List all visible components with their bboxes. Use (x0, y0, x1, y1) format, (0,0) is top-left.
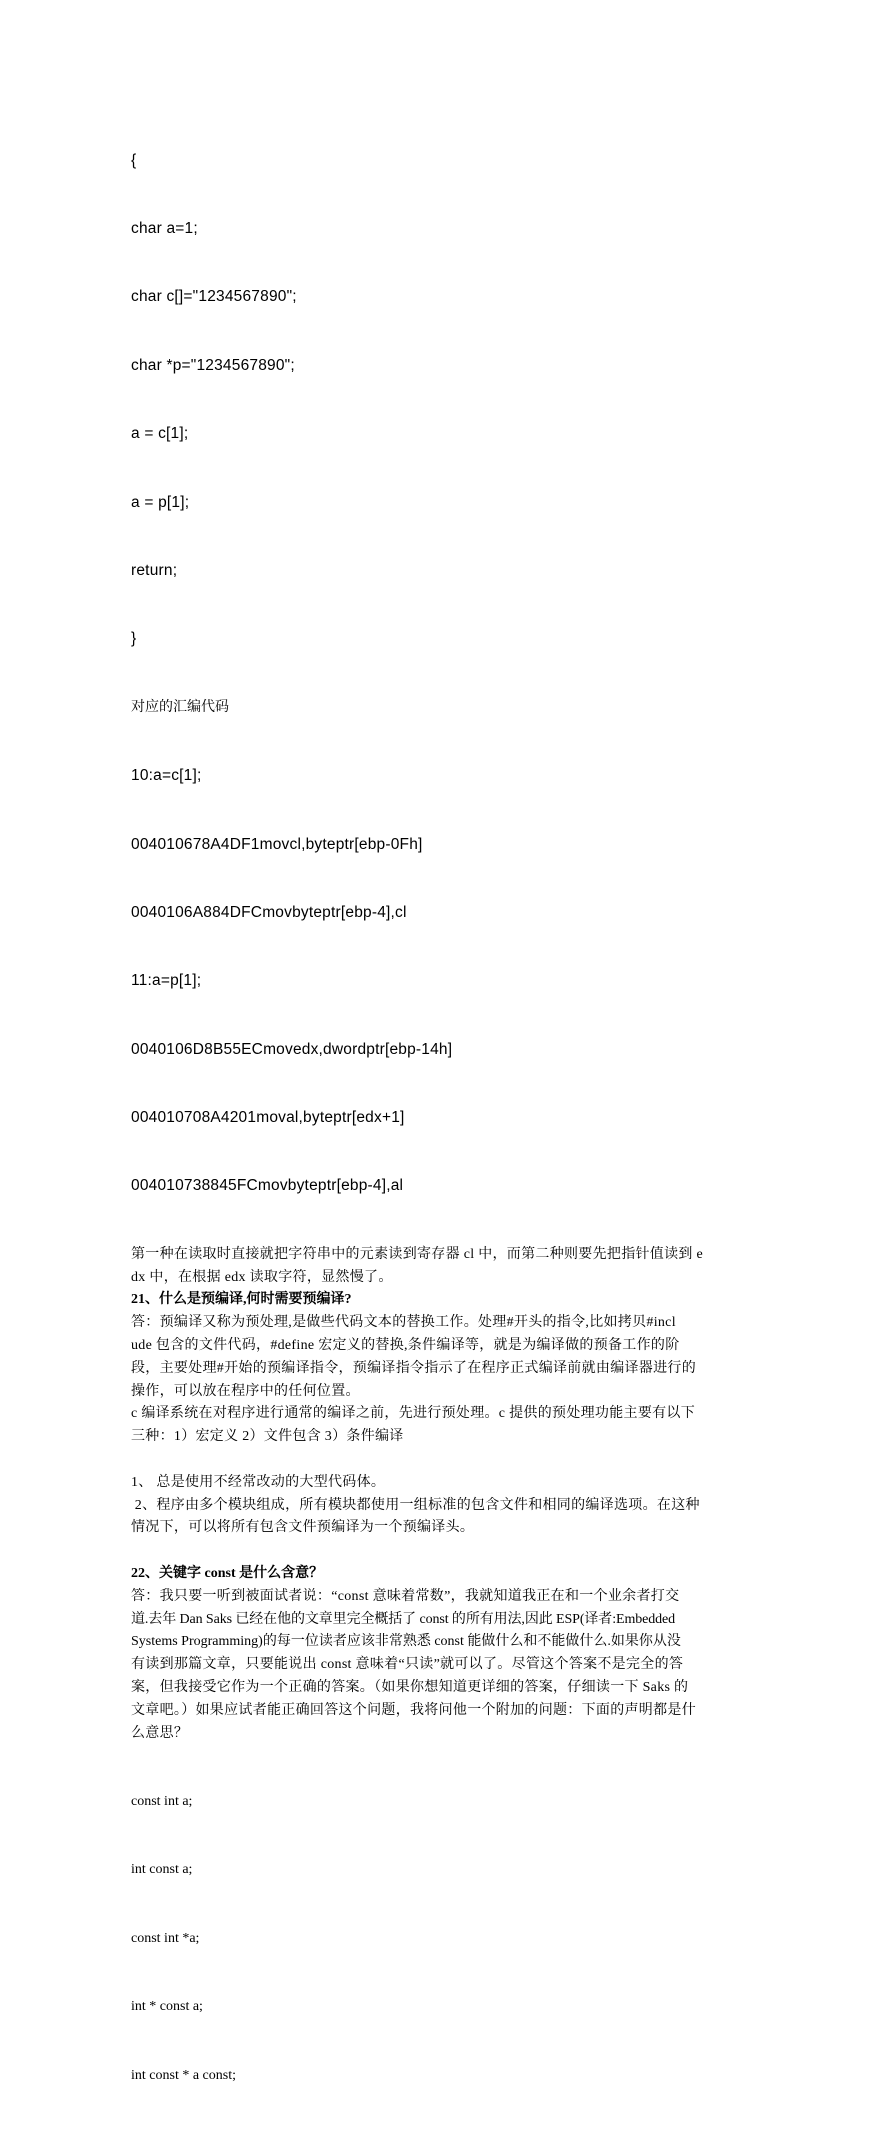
asm-line: 10:a=c[1]; (131, 767, 202, 785)
paragraph-line: 道.去年 Dan Saks 已经在他的文章里完全概括了 const 的所有用法,因此 ESP(译者:Embedded (131, 1611, 676, 1627)
code-line: char a=1; (131, 219, 198, 237)
code-line: a = p[1]; (131, 493, 190, 511)
asm-line: 11:a=p[1]; (131, 972, 202, 990)
list-item: 1、 总是使用不经常改动的大型代码体。 (131, 1474, 386, 1490)
paragraph-line: 有读到那篇文章，只要能说出 const 意味着“只读”就可以了。尽管这个答案不是完全的答 (131, 1657, 684, 1673)
paragraph-line: 段，主要处理#开始的预编译指令，预编译指令指示了在程序正式编译前就由编译器进行的 (131, 1360, 696, 1376)
declaration-list (131, 1745, 738, 2133)
paragraph-line: Systems Programming)的每一位读者应该非常熟悉 const 能做什么和不能做什么.如果你从没 (131, 1634, 681, 1650)
spacer (131, 1449, 738, 1472)
paragraph-line: 答：我只要一听到被面试者说：“const 意味着常数”，我就知道我正在和一个业余者打交 (131, 1588, 680, 1604)
list-item: 情况下，可以将所有包含文件预编译为一个预编译头。 (131, 1520, 475, 1536)
paragraph-line: 操作，可以放在程序中的任何位置。 (131, 1383, 360, 1399)
spacer (131, 1540, 738, 1563)
paragraph-line: 三种：1）宏定义 2）文件包含 3）条件编译 (131, 1429, 404, 1445)
asm-line: 0040106A884DFCmovbyteptr[ebp-4],cl (131, 903, 407, 921)
code-block (131, 104, 738, 697)
declaration-line: const int *a; (131, 1930, 200, 1946)
paragraph-line: c 编译系统在对程序进行通常的编译之前，先进行预处理。c 提供的预处理功能主要有以下 (131, 1406, 696, 1422)
asm-line: 004010738845FCmovbyteptr[ebp-4],al (131, 1177, 404, 1195)
q21-answer (131, 1312, 738, 1449)
paragraph-line: 答：预编译又称为预处理,是做些代码文本的替换工作。处理#开头的指令,比如拷贝#incl (131, 1315, 676, 1331)
q22-answer (131, 1586, 738, 1746)
section-heading-q22: 22、关键字 const 是什么含意？ (131, 1566, 324, 1581)
asm-line: 0040106D8B55ECmovedx,dwordptr[ebp-14h] (131, 1040, 453, 1058)
declaration-line: int * const a; (131, 1999, 203, 2015)
code-line: { (131, 151, 137, 169)
paragraph-line: 么意思？ (131, 1725, 189, 1741)
declaration-line: int const * a const; (131, 2067, 236, 2083)
q21-when-list (131, 1472, 738, 1540)
section-heading-q21: 21、什么是预编译,何时需要预编译? (131, 1292, 352, 1308)
paragraph-line: 文章吧。）如果应试者能正确回答这个问题，我将问他一个附加的问题：下面的声明都是什 (131, 1702, 696, 1718)
paragraph-line: dx 中，在根据 edx 读取字符，显然慢了。 (131, 1269, 393, 1285)
code-line: a = c[1]; (131, 425, 189, 443)
asm-line: 004010678A4DF1movcl,byteptr[ebp-0Fh] (131, 835, 423, 853)
code-line: return; (131, 561, 178, 579)
paragraph-line: 第一种在读取时直接就把字符串中的元素读到寄存器 cl 中，而第二种则要先把指针值读到 e (131, 1246, 704, 1262)
explanation-paragraph (131, 1244, 738, 1290)
paragraph-line: 案，但我接受它作为一个正确的答案。（如果你想知道更详细的答案，仔细读一下 Saks 的 (131, 1679, 689, 1695)
asm-block (131, 720, 738, 1244)
paragraph-line: ude 包含的文件代码，#define 宏定义的替换,条件编译等，就是为编译做的预备工作的阶 (131, 1338, 680, 1354)
document-page (131, 104, 738, 2133)
asm-caption: 对应的汇编代码 (131, 699, 229, 715)
code-line: } (131, 630, 137, 648)
list-item: 2、程序由多个模块组成，所有模块都使用一组标准的包含文件和相同的编译选项。在这种 (131, 1497, 700, 1513)
asm-line: 004010708A4201moval,byteptr[edx+1] (131, 1109, 405, 1127)
code-line: char c[]="1234567890"; (131, 288, 297, 306)
declaration-line: int const a; (131, 1862, 193, 1878)
code-line: char *p="1234567890"; (131, 356, 295, 374)
declaration-line: const int a; (131, 1793, 193, 1809)
